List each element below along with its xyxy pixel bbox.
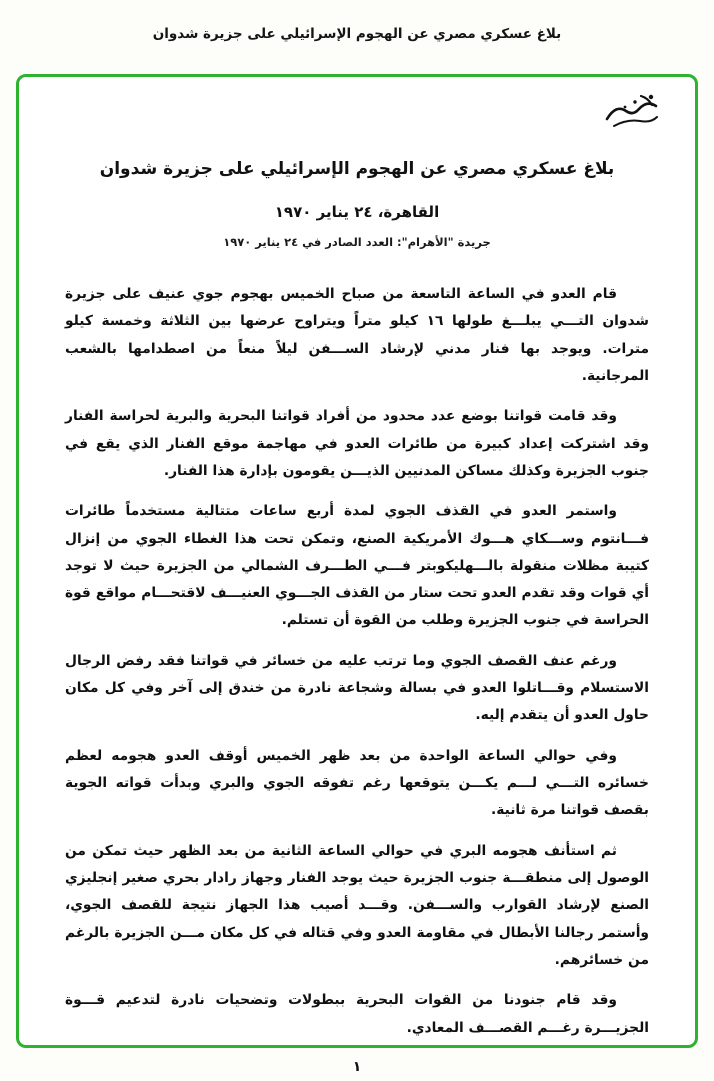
- running-header: بلاغ عسكري مصري عن الهجوم الإسرائيلي على جزيرة شدوان: [152, 26, 562, 42]
- page-number: ١: [352, 1059, 362, 1075]
- paragraph-7: وقد قام جنودنا من القوات البحرية ببطولات وتضحيات نادرة لتدعيم قـــوة الجزيـــرة رغـــم القصـــف المعادي.: [65, 992, 649, 1036]
- document-dateline: القاهرة، ٢٤ يناير ١٩٧٠: [274, 203, 440, 221]
- document-source-line: جريدة "الأهرام": العدد الصادر في ٢٤ يناير ١٩٧٠: [223, 235, 491, 249]
- document-frame: [16, 74, 698, 1048]
- paragraph-3: واستمر العدو في القذف الجوي لمدة أربع ساعات متتالية مستخدماً طائرات فـــانتوم وســـكاي هـــوك الأمريكية الصنع، وتمكن تحت هذا الغطاء الجوي من إنزال كتيبة مظلات منقولة بالـــهليكوبتر فـــي الطـــرف الشمالي من الجزيرة حيث لا توجد أي قوات وقد تقدم العدو تحت ستار من القذف الجـــوي العنيـــف لاقتحـــام مواقع قوة الحراسة في جنوب الجزيرة وطلب من القوة أن تستلم.: [65, 503, 649, 629]
- paragraph-4: ورغم عنف القصف الجوي وما ترتب عليه من خسائر في قواتنا فقد رفض الرجال الاستسلام وقـــاتلوا العدو في بسالة وشجاعة نادرة من خندق إلى آخر وفي كل مكان حاول العدو أن يتقدم إليه.: [65, 652, 649, 724]
- document-body: [65, 281, 649, 1042]
- paragraph-5: وفي حوالي الساعة الواحدة من بعد ظهر الخميس أوقف العدو هجومه لعظم خسائره التـــي لـــم يكـــن يتوقعها رغم تفوقه الجوي والبري وبدأت قواته الجوية بقصف قواتنا مرة ثانية.: [65, 747, 649, 819]
- calligraphy-emblem-icon: [603, 89, 661, 135]
- document-title: بلاغ عسكري مصري عن الهجوم الإسرائيلي على جزيرة شدوان: [99, 159, 615, 179]
- paragraph-1: قام العدو في الساعة التاسعة من صباح الخميس بهجوم جوي عنيف على جزيرة شدوان التـــي يبلـــغ طولها ١٦ كيلو متراً ويتراوح عرضها بين الثلاثة وخمسة كيلو مترات. ويوجد بها فنار مدني لإرشاد الســـفن ليلاً منعاً من اصطدامها بالشعب المرجانية.: [65, 286, 649, 384]
- paragraph-6: ثم استأنف هجومه البري في حوالي الساعة الثانية من بعد الظهر حيث تمكن من الوصول إلى منطقـــة جنوب الجزيرة حيث يوجد الفنار وجهاز رادار بحري صغير إنجليزي الصنع لإرشاد القوارب والســـفن. وقـــد أصيب هذا الجهاز نتيجة للقصف الجوي، وأستمر رجالنا الأبطال في مقاومة العدو وفي قتاله في كل مكان مـــن الجزيرة بالرغم من خسائرهم.: [65, 842, 649, 968]
- paragraph-2: وقد قامت قواتنا بوضع عدد محدود من أفراد قواتنا البحرية والبرية لحراسة الفنار وقد اشتركت إعداد كبيرة من طائرات العدو في مهاجمة موقع الفنار الذي يقع في جنوب الجزيرة وكذلك مساكن المدنيين الذيـــن يقومون بإدارة هذا الفنار.: [65, 408, 649, 479]
